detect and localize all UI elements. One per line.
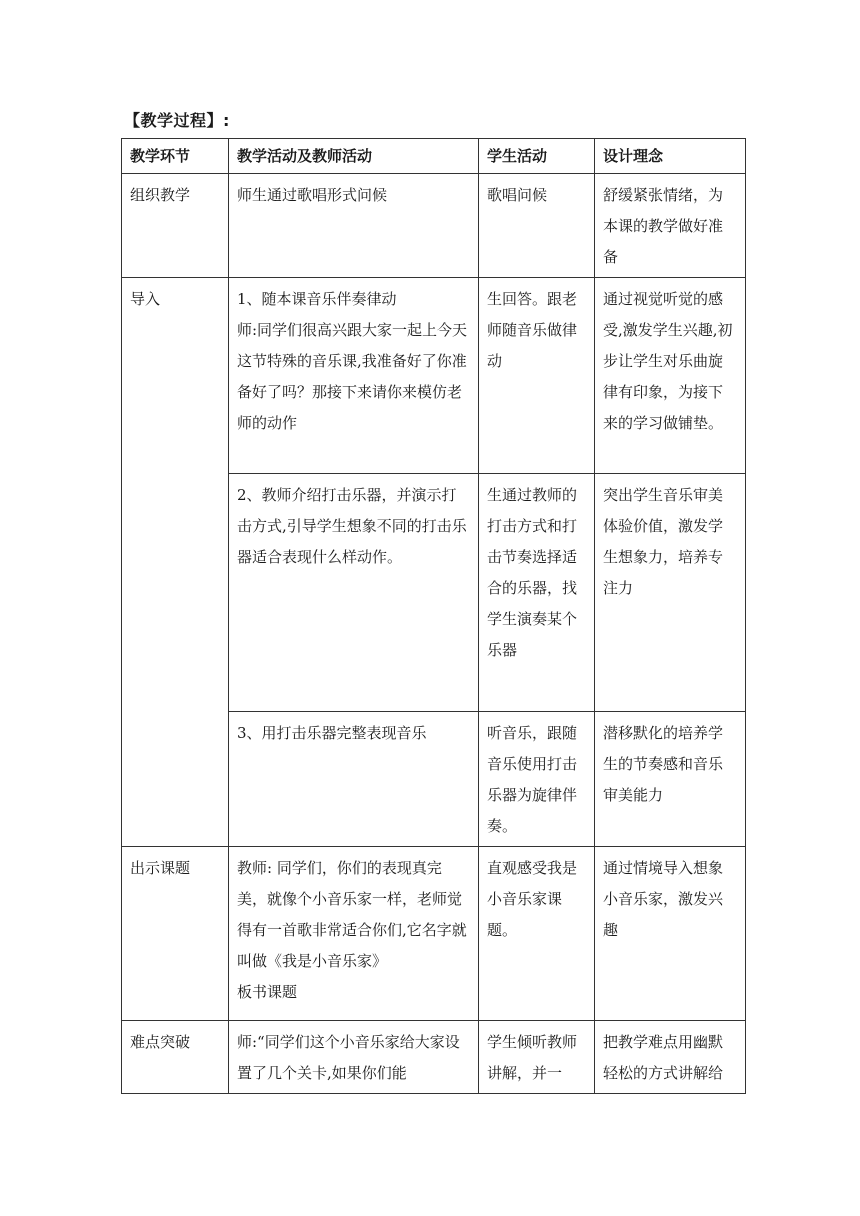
cell-student: 歌唱问候 [479,174,595,278]
cell-student: 学生倾听教师讲解，并一 [479,1021,595,1094]
cell-stage: 导入 [122,278,229,847]
header-teacher-activity: 教学活动及教师活动 [229,139,479,174]
teacher-line: 师:同学们很高兴跟大家一起上今天这节特殊的音乐课,我准备好了你准备好了吗？那接下来请你来模仿老师的动作 [237,321,468,432]
cell-concept: 通过情境导入想象小音乐家，激发兴趣 [595,847,746,1021]
cell-teacher: 3、用打击乐器完整表现音乐 [229,712,479,847]
cell-stage: 组织教学 [122,174,229,278]
cell-concept: 舒缓紧张情绪，为本课的教学做好准备 [595,174,746,278]
cell-teacher [229,847,479,1021]
header-design-concept: 设计理念 [595,139,746,174]
cell-teacher: 师:“同学们这个小音乐家给大家设置了几个关卡,如果你们能 [229,1021,479,1094]
cell-student: 生回答。跟老师随音乐做律动 [479,278,595,474]
cell-concept: 突出学生音乐审美体验价值，激发学生想象力，培养专注力 [595,474,746,712]
table-row [122,847,746,1021]
teacher-line: 教师: 同学们，你们的表现真完美，就像个小音乐家一样，老师觉得有一首歌非常适合你们,它名字就叫做《我是小音乐家》 [237,859,467,970]
cell-concept: 潜移默化的培养学生的节奏感和音乐审美能力 [595,712,746,847]
header-student-activity: 学生活动 [479,139,595,174]
table-row [122,278,746,474]
table-row [122,1021,746,1094]
table-row [122,174,746,278]
lesson-table [121,138,746,1094]
cell-student: 生通过教师的打击方式和打击节奏选择适合的乐器，找学生演奏某个乐器 [479,474,595,712]
cell-teacher: 2、教师介绍打击乐器，并演示打击方式,引导学生想象不同的打击乐器适合表现什么样动作。 [229,474,479,712]
header-stage: 教学环节 [122,139,229,174]
cell-stage: 出示课题 [122,847,229,1021]
cell-concept: 把教学难点用幽默轻松的方式讲解给 [595,1021,746,1094]
cell-concept: 通过视觉听觉的感受,激发学生兴趣,初步让学生对乐曲旋律有印象，为接下来的学习做铺垫。 [595,278,746,474]
section-heading: 【教学过程】: [124,111,230,130]
teacher-line: 1、随本课音乐伴奏律动 [237,290,397,308]
cell-teacher [229,278,479,474]
table-header-row [122,139,746,174]
cell-teacher: 师生通过歌唱形式问候 [229,174,479,278]
cell-stage: 难点突破 [122,1021,229,1094]
teacher-line: 板书课题 [237,983,298,1001]
cell-student: 听音乐，跟随音乐使用打击乐器为旋律伴奏。 [479,712,595,847]
cell-student: 直观感受我是小音乐家课题。 [479,847,595,1021]
